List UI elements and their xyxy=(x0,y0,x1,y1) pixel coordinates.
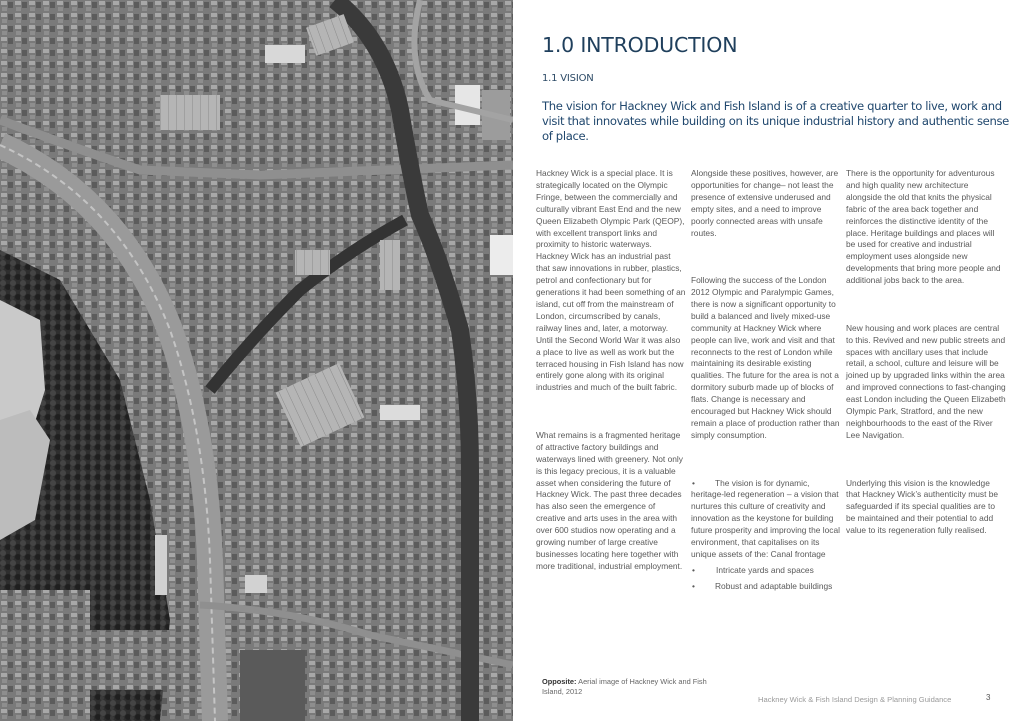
page-title: 1.0 INTRODUCTION xyxy=(542,33,738,57)
paragraph: What remains is a fragmented heritage of attractive factory buildings and waterways lined with greenery. Not only is this legacy precious, it is a valuable asset when considering the future of Hackney Wick. The past three decades has also seen the emergence of creative and arts uses in the area with over 600 studios now operating and a growing number of large creative businesses locating here together with more traditional, industrial employment. xyxy=(536,429,683,571)
paragraph: Hackney Wick is a special place. It is strategically located on the Olympic Fringe, between the commercially and culturally vibrant East End and the new Queen Elizabeth Olympic Park (QEOP), with excellent transport links and proximity to historic waterways. Hackney Wick has an industrial past that saw innovations in rubber, plastics, petrol and confectionary but for generations it had been something of an island, cut off from the mainstream of London, circumscribed by canals, railway lines and, later, a motorway. Until the Second World War it was also a place to live as well as work but the terraced housing in Fish Island has now entirely gone along with its original industries and much of the built fabric. xyxy=(536,168,686,393)
bullet-icon: • xyxy=(692,477,695,488)
caption-text: Aerial image of Hackney Wick and Fish Island, 2012 xyxy=(542,677,707,696)
caption-label: Opposite: xyxy=(542,677,577,686)
paragraph: Following the success of the London 2012 Olympic and Paralympic Games, there is now a significant opportunity to build a balanced and lively mixed-use community at Hackney Wick where people can live, work and visit and that reconnects to the rest of London while maintaining its desirable existing qualities. The future for the area is not a dormitory suburb made up of blocks of flats. Change is necessary and encouraged but Hackney Wick should remain a place of production rather than simply consumption. xyxy=(691,275,840,440)
bullet-icon: • xyxy=(692,564,695,575)
paragraph: There is the opportunity for adventurous and high quality new architecture alongside the old that knits the physical fabric of the area back together and reinforces the distinctive identity of the place. Heritage buildings and places will be used for creative and industrial employment uses alongside new developments that bring more people and additional jobs back to the area. xyxy=(846,168,1001,286)
column-3 xyxy=(846,168,1006,537)
paragraph: New housing and work places are central to this. Revived and new public streets and spaces with ancillary uses that include retail, a school, culture and leisure will be joined up by upgraded links within the area and improved connections to fast-changing east London including the Queen Elizabeth Olympic Park, Stratford, and the new neighbourhoods to the east of the River Lee Navigation. xyxy=(846,322,1006,440)
paragraph: Alongside these positives, however, are opportunities for change– not least the presence of extensive underused and empty sites, and a need to improve poorly connected areas with unsafe routes. xyxy=(691,168,839,238)
text-page xyxy=(513,0,1024,721)
column-1 xyxy=(536,168,686,573)
document-footer-title: Hackney Wick & Fish Island Design & Planning Guidance xyxy=(758,695,952,704)
bullet-item: • Robust and adaptable buildings xyxy=(692,580,833,591)
section-heading: 1.1 VISION xyxy=(542,73,594,84)
bullet-item: • The vision is for dynamic, heritage-led regeneration – a vision that nurtures this culture of creativity and innovation as the keystone for building future prosperity and improving the local environment, that capitalises on its unique assets of the: Canal frontage xyxy=(691,477,840,559)
vision-lead: The vision for Hackney Wick and Fish Island is of a creative quarter to live, work and visit that innovates while building on its unique industrial history and authentic sense of place. xyxy=(542,99,1009,143)
bullet-icon: • xyxy=(692,580,695,591)
column-2 xyxy=(691,168,843,593)
bullet-item: • Intricate yards and spaces xyxy=(692,564,814,575)
photo-caption xyxy=(542,677,712,696)
paragraph: Underlying this vision is the knowledge that Hackney Wick’s authenticity must be safeguarded if its special qualities are to be maintained and their potential to add value to its regeneration fully realised. xyxy=(846,477,999,536)
page-number: 3 xyxy=(986,693,991,702)
